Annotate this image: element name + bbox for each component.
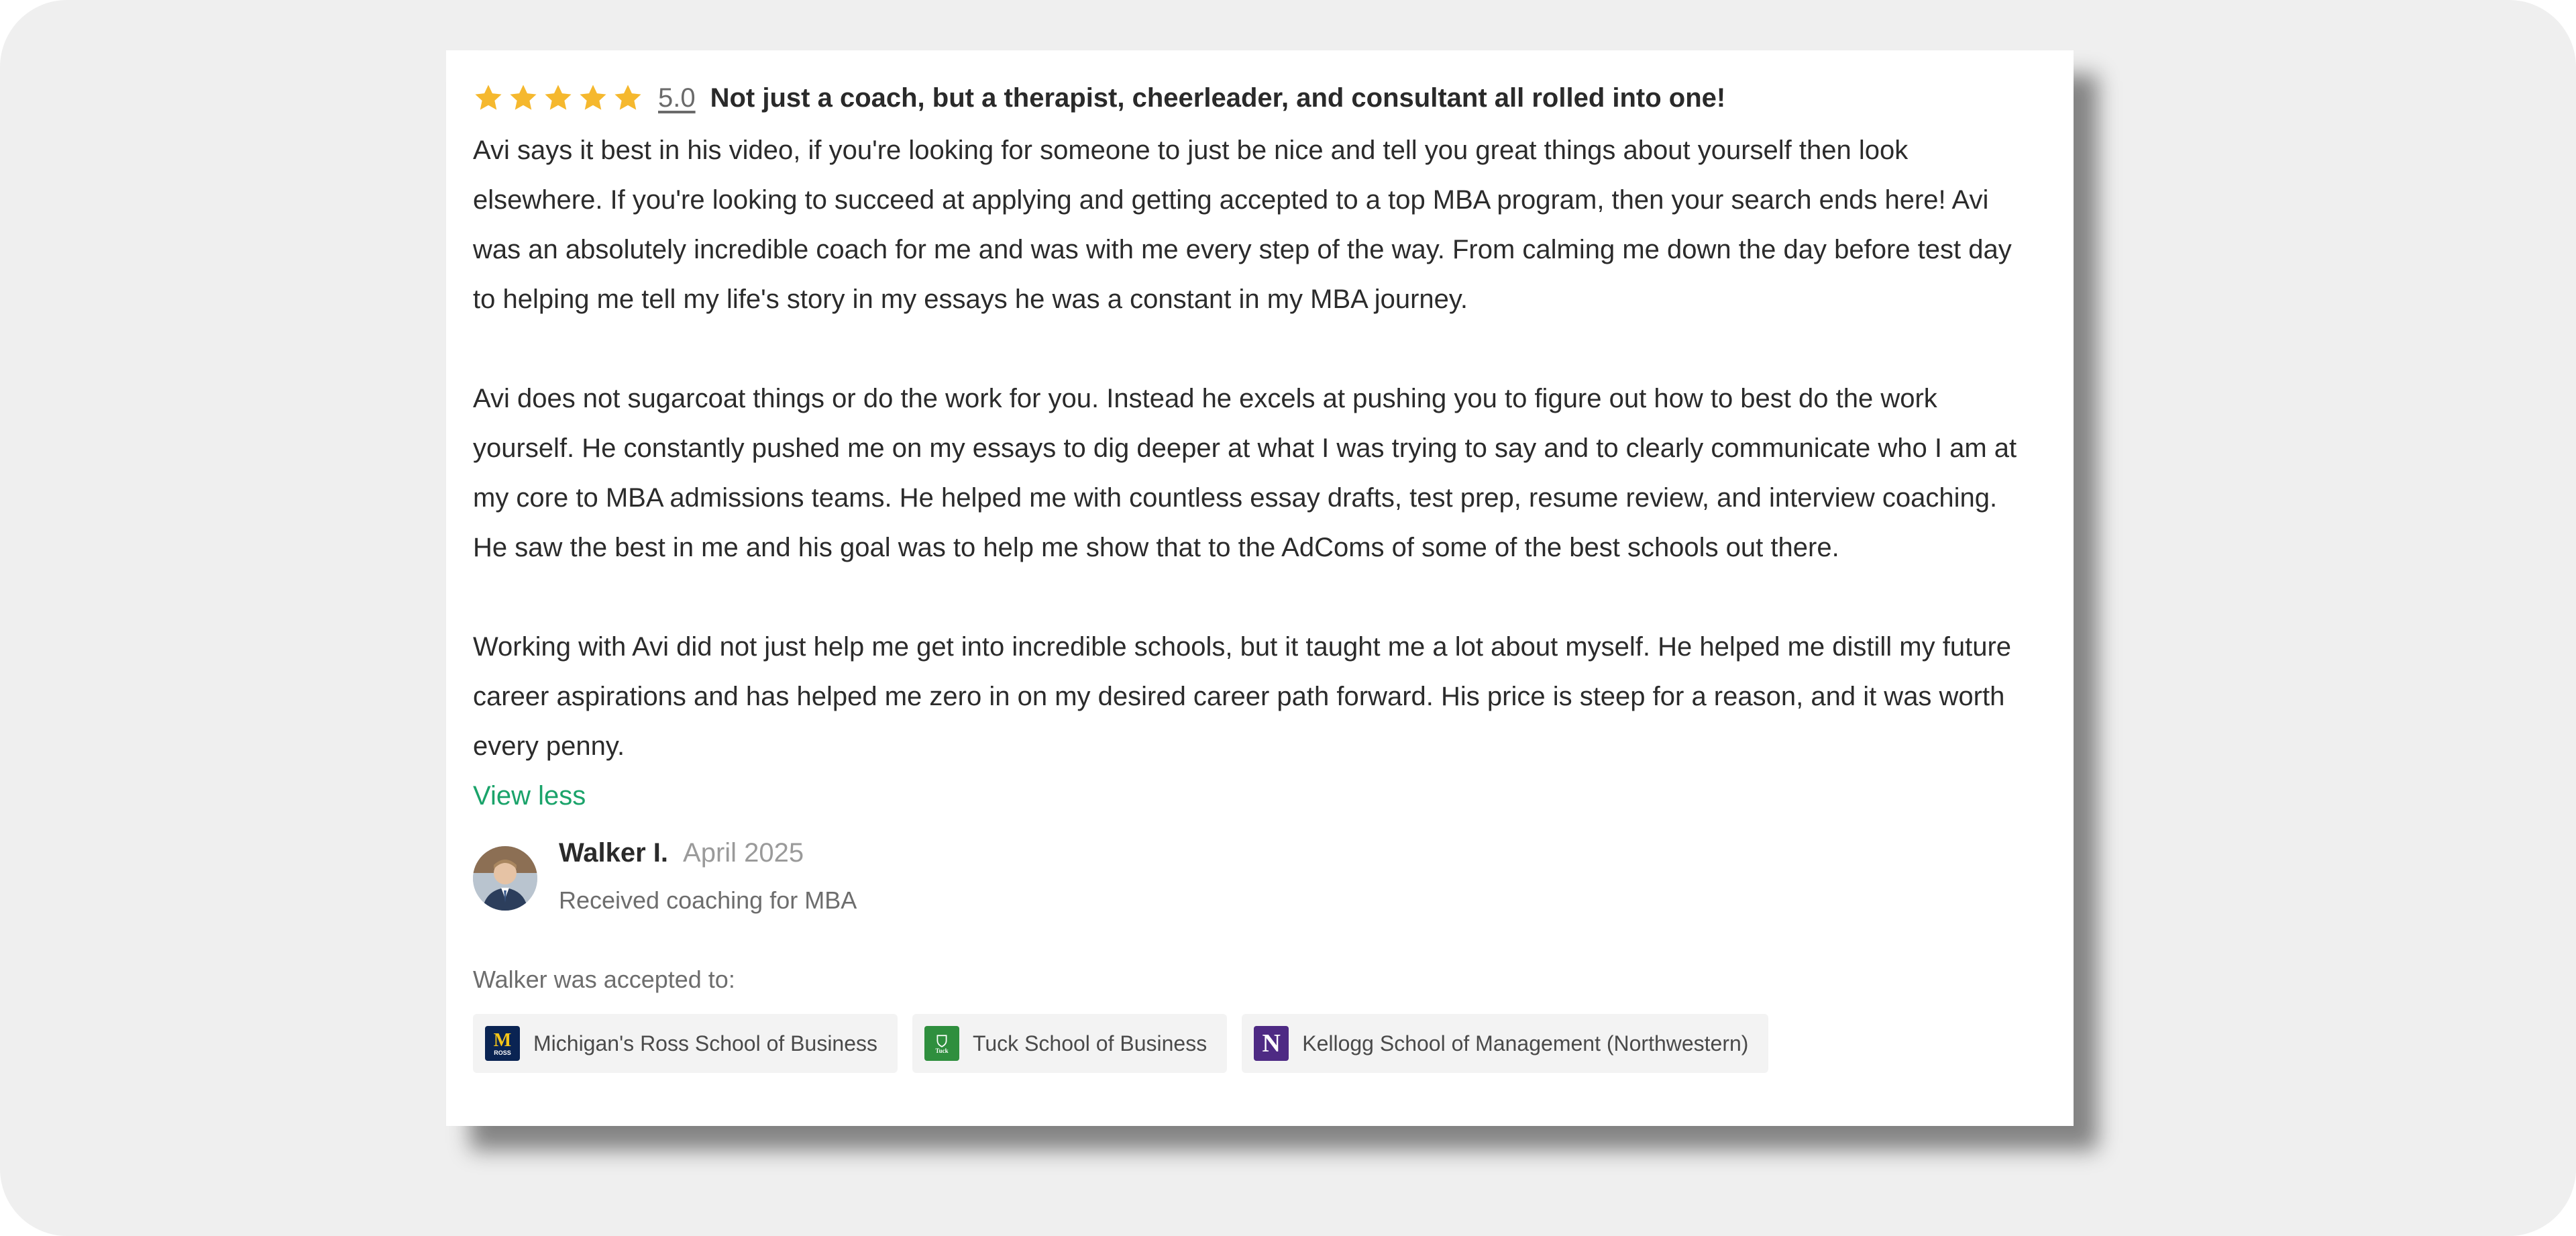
school-name: Michigan's Ross School of Business — [533, 1031, 878, 1055]
star-icon — [612, 83, 643, 113]
ross-logo-subtext: ROSS — [494, 1049, 511, 1056]
review-title: Not just a coach, but a therapist, cheerleader, and consultant all rolled into one! — [710, 83, 1726, 113]
star-icon — [508, 83, 539, 113]
ross-logo-icon — [485, 1026, 520, 1061]
rating-score[interactable]: 5.0 — [658, 83, 696, 113]
ross-logo-mark: M — [493, 1029, 512, 1051]
star-icon — [578, 83, 608, 113]
school-name: Kellogg School of Management (Northwestern) — [1302, 1031, 1749, 1055]
paragraph-spacer — [473, 324, 2029, 374]
review-date: April 2025 — [683, 838, 804, 868]
avatar — [473, 846, 537, 911]
school-chip-ross[interactable] — [473, 1014, 898, 1073]
review-paragraph: Working with Avi did not just help me get into incredible schools, but it taught me a lot about myself. He helped me distill my future career aspirations and has helped me zero in on my desired career path forward. His price is steep for a reason, and it was worth every penny. — [473, 632, 2012, 761]
reviewer-name: Walker I. — [559, 838, 669, 868]
review-content — [473, 77, 2043, 1073]
reviewer-service: Received coaching for MBA — [559, 886, 857, 914]
star-icon — [543, 83, 574, 113]
school-chip-kellogg[interactable] — [1242, 1014, 1768, 1073]
accepted-schools — [473, 1014, 2043, 1073]
star-icon — [473, 83, 504, 113]
paragraph-spacer — [473, 572, 2029, 622]
view-less-link[interactable]: View less — [473, 781, 586, 811]
school-name: Tuck School of Business — [973, 1031, 1208, 1055]
kellogg-logo-mark: N — [1262, 1029, 1281, 1058]
review-body — [473, 125, 2029, 771]
tuck-logo-icon — [924, 1026, 959, 1061]
star-rating — [473, 83, 647, 113]
tuck-logo-text: Tuck — [935, 1047, 949, 1054]
school-chip-tuck[interactable] — [912, 1014, 1227, 1073]
tuck-shield-icon — [934, 1033, 949, 1048]
accepted-label: Walker was accepted to: — [473, 966, 735, 993]
rating-row — [473, 77, 2043, 119]
reviewer-name-line — [559, 838, 804, 868]
review-paragraph: Avi does not sugarcoat things or do the work for you. Instead he excels at pushing you to figure out how to best do the work yourself. He constantly pushed me on my essays to dig deeper at what I was trying to say and to clearly communicate who I am at my core to MBA admissions teams. He helped me with countless essay drafts, test prep, resume review, and interview coaching. He saw the best in me and his goal was to help me show that to the AdComs of some of the best schools out there. — [473, 384, 2017, 562]
reviewer-info — [473, 838, 2043, 932]
review-paragraph: Avi says it best in his video, if you're looking for someone to just be nice and tell you great things about yourself then look elsewhere. If you're looking to succeed at applying and getting accepted to a top MBA program, then your search ends here! Avi was an absolutely incredible coach for me and was with me every step of the way. From calming me down the day before test day to helping me tell my life's story in my essays he was a constant in my MBA journey. — [473, 136, 2012, 314]
review-card — [446, 50, 2074, 1126]
person-avatar-icon — [473, 846, 537, 911]
kellogg-logo-icon — [1254, 1026, 1289, 1061]
